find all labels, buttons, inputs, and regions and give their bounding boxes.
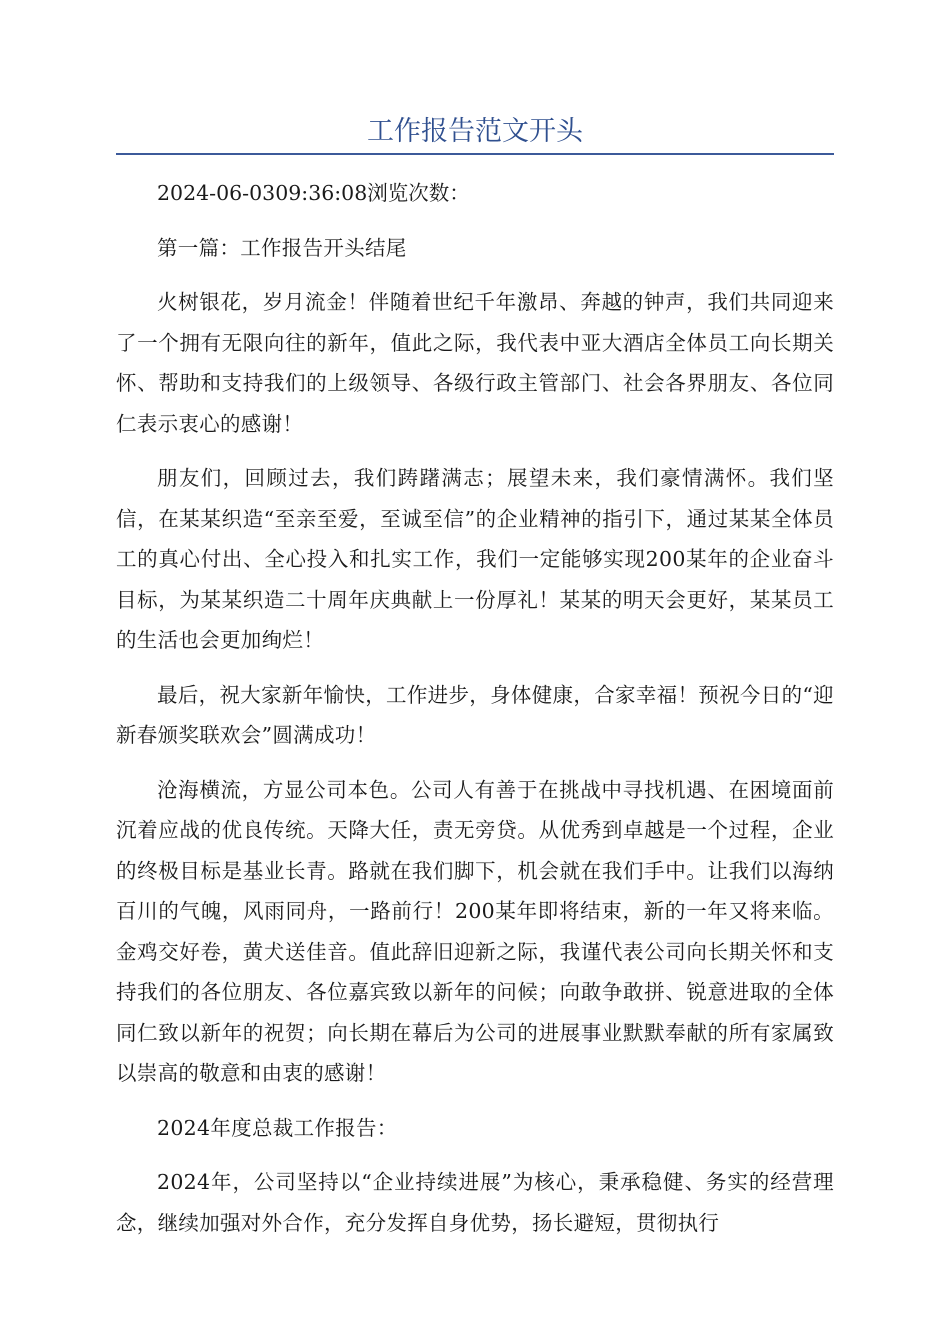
section-heading: 第一篇：工作报告开头结尾 [157, 235, 407, 260]
paragraph: 2024年，公司坚持以“企业持续进展”为核心，秉承稳健、务实的经营理念，继续加强对外合作，充分发挥自身优势，扬长避短，贯彻执行 [116, 1170, 834, 1235]
document-body [116, 173, 834, 1257]
paragraph: 朋友们，回顾过去，我们踌躇满志；展望未来，我们豪情满怀。我们坚信，在某某织造“至亲至爱，至诚至信”的企业精神的指引下，通过某某全体员工的真心付出、全心投入和扎实工作，我们一定能够实现200某年的企业奋斗目标，为某某织造二十周年庆典献上一份厚礼！某某的明天会更好，某某员工的生活也会更加绚烂！ [116, 466, 834, 652]
meta-info: 2024-06-0309:36:08浏览次数： [157, 181, 470, 205]
document-title: 工作报告范文开头 [367, 116, 583, 147]
paragraph: 沧海横流，方显公司本色。公司人有善于在挑战中寻找机遇、在困境面前沉着应战的优良传统。天降大任，责无旁贷。从优秀到卓越是一个过程，企业的终极目标是基业长青。路就在我们脚下，机会就在我们手中。让我们以海纳百川的气魄，风雨同舟，一路前行！200某年即将结束，新的一年又将来临。金鸡交好卷，黄犬送佳音。值此辞旧迎新之际，我谨代表公司向长期关怀和支持我们的各位朋友、各位嘉宾致以新年的问候；向敢争敢拼、锐意进取的全体同仁致以新年的祝贺；向长期在幕后为公司的进展事业默默奉献的所有家属致以崇高的敬意和由衷的感谢！ [116, 777, 834, 1085]
paragraph: 火树银花，岁月流金！伴随着世纪千年激昂、奔越的钟声，我们共同迎来了一个拥有无限向往的新年，值此之际，我代表中亚大酒店全体员工向长期关怀、帮助和支持我们的上级领导、各级行政主管部门、社会各界朋友、各位同仁表示衷心的感谢！ [116, 290, 834, 436]
section-heading: 2024年度总裁工作报告： [157, 1115, 398, 1140]
paragraph: 最后，祝大家新年愉快，工作进步，身体健康，合家幸福！预祝今日的“迎新春颁奖联欢会”圆满成功！ [116, 682, 834, 747]
title-divider [116, 153, 834, 155]
